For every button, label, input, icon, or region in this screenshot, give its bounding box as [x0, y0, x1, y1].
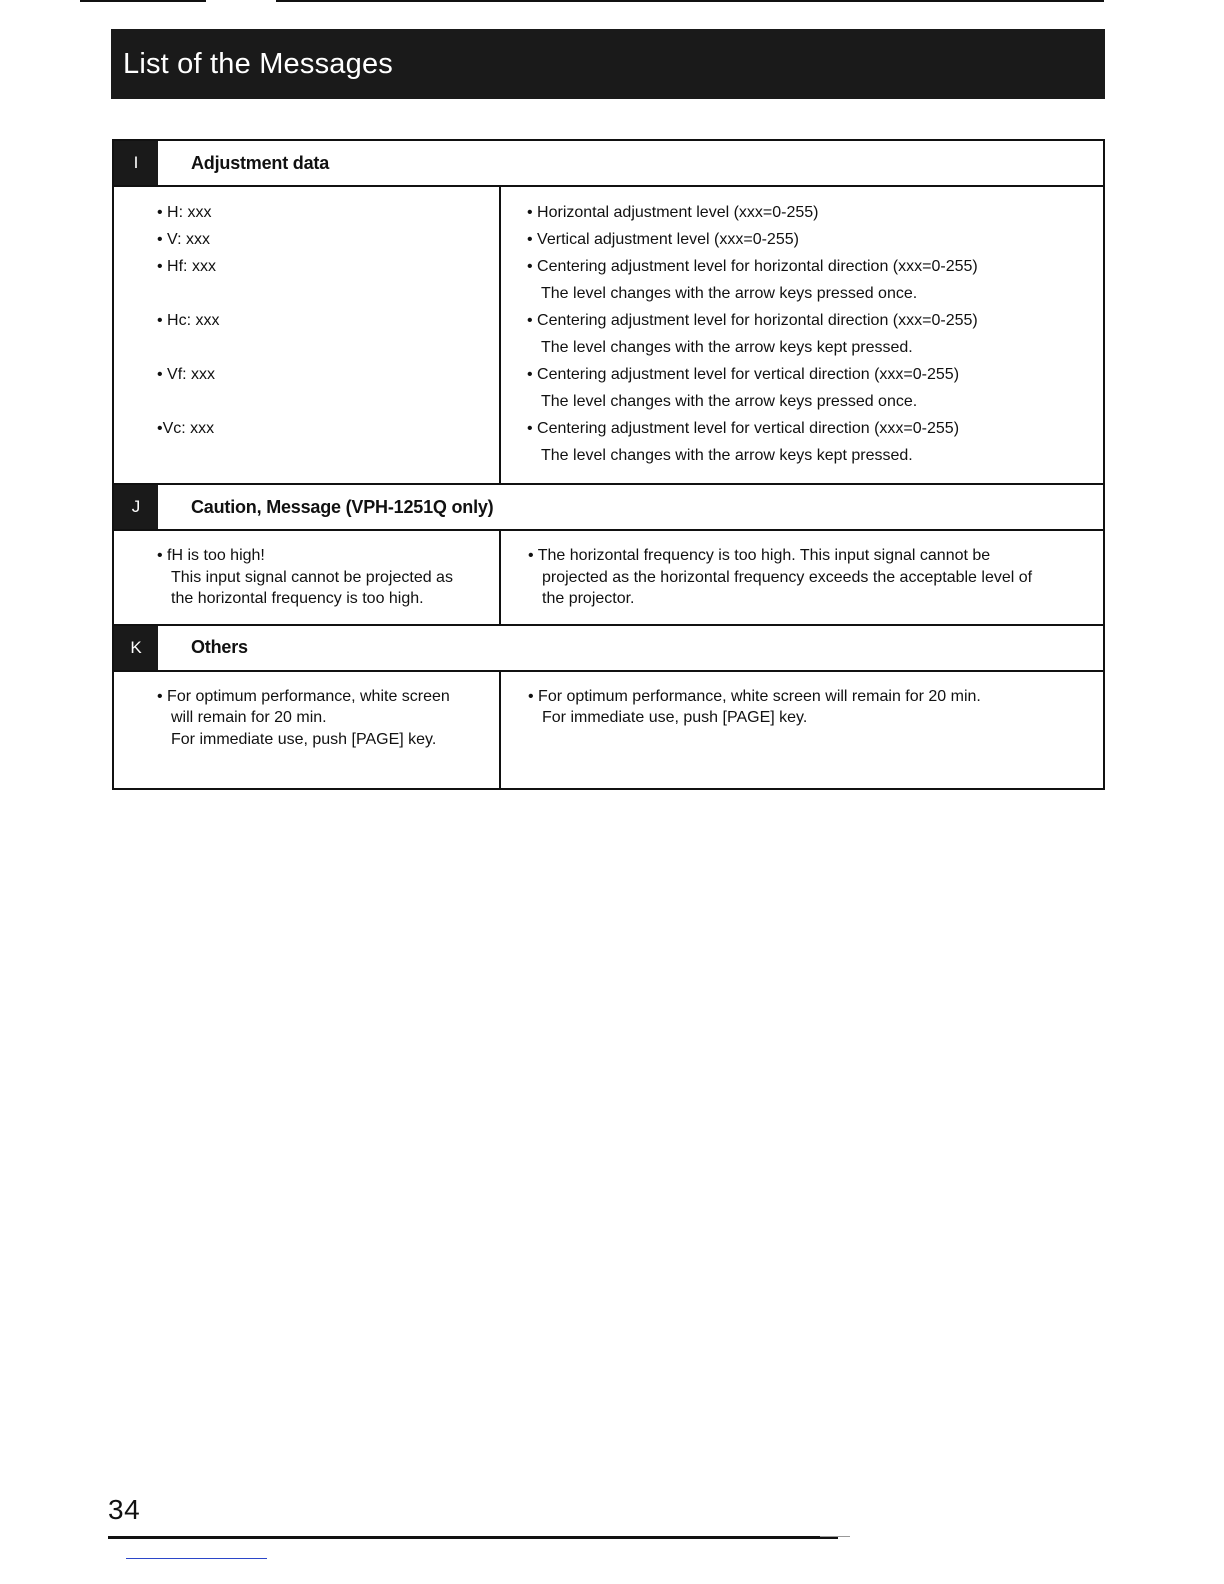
page-number: 34: [108, 1494, 141, 1525]
section-header-caution-message: [114, 485, 1103, 531]
meaning-item: • Centering adjustment level for horizontal direction (xxx=0-255): [527, 312, 978, 329]
message-item: • V: xxx: [157, 231, 211, 248]
bottom-rule-tail: [820, 1536, 850, 1537]
meaning-line: • For optimum performance, white screen will remain for 20 min.: [528, 687, 981, 705]
message-line: • For optimum performance, white screen: [157, 687, 450, 705]
meaning-column: [501, 672, 1103, 788]
section-body-adjustment-data: [114, 187, 1103, 485]
section-letter-badge: J: [114, 485, 158, 529]
top-rule-right: [276, 0, 1104, 2]
message-line: the horizontal frequency is too high.: [171, 590, 424, 607]
section-body-caution-message: [114, 531, 1103, 626]
meaning-item: • Horizontal adjustment level (xxx=0-255): [527, 204, 819, 221]
section-letter-badge: K: [114, 626, 158, 670]
meaning-item: • Vertical adjustment level (xxx=0-255): [527, 231, 799, 248]
section-title: Adjustment data: [191, 152, 330, 173]
section-body-others: [114, 672, 1103, 788]
section-title: Caution, Message (VPH-1251Q only): [191, 496, 494, 517]
meaning-line: For immediate use, push [PAGE] key.: [542, 709, 808, 726]
section-title: Others: [191, 637, 248, 657]
meaning-item-note: The level changes with the arrow keys kept pressed.: [541, 447, 913, 464]
message-line: will remain for 20 min.: [171, 709, 327, 726]
message-line: For immediate use, push [PAGE] key.: [171, 730, 437, 748]
page-title-bar: [111, 29, 1105, 99]
message-column: [114, 531, 501, 624]
footer-link-underline: [126, 1558, 267, 1559]
page-title: List of the Messages: [123, 47, 393, 80]
bottom-rule: [108, 1536, 838, 1539]
message-item: • Hc: xxx: [157, 312, 220, 329]
meaning-column: [501, 187, 1103, 483]
message-item: • H: xxx: [157, 204, 212, 221]
messages-table: [112, 139, 1105, 790]
meaning-item: • Centering adjustment level for horizontal direction (xxx=0-255): [527, 258, 978, 275]
section-letter-badge: I: [114, 141, 158, 185]
message-item: • Vf: xxx: [157, 366, 216, 383]
meaning-item: • Centering adjustment level for vertical direction (xxx=0-255): [527, 366, 960, 383]
meaning-line: • The horizontal frequency is too high. This input signal cannot be: [528, 547, 991, 564]
top-rule-left: [80, 0, 206, 2]
message-line: This input signal cannot be projected as: [171, 568, 453, 586]
meaning-item-note: The level changes with the arrow keys kept pressed.: [541, 339, 913, 356]
meaning-line: projected as the horizontal frequency exceeds the acceptable level of: [542, 568, 1033, 586]
meaning-column: [501, 531, 1103, 624]
meaning-item-note: The level changes with the arrow keys pressed once.: [541, 285, 918, 302]
meaning-item: • Centering adjustment level for vertical direction (xxx=0-255): [527, 420, 960, 437]
section-header-adjustment-data: [114, 141, 1103, 187]
message-column: [114, 672, 501, 788]
meaning-line: the projector.: [542, 590, 635, 607]
message-item: •Vc: xxx: [157, 420, 215, 437]
meaning-item-note: The level changes with the arrow keys pressed once.: [541, 393, 918, 410]
section-header-others: [114, 626, 1103, 672]
message-column: [114, 187, 501, 483]
message-item: • Hf: xxx: [157, 258, 216, 275]
message-line: • fH is too high!: [157, 547, 265, 564]
